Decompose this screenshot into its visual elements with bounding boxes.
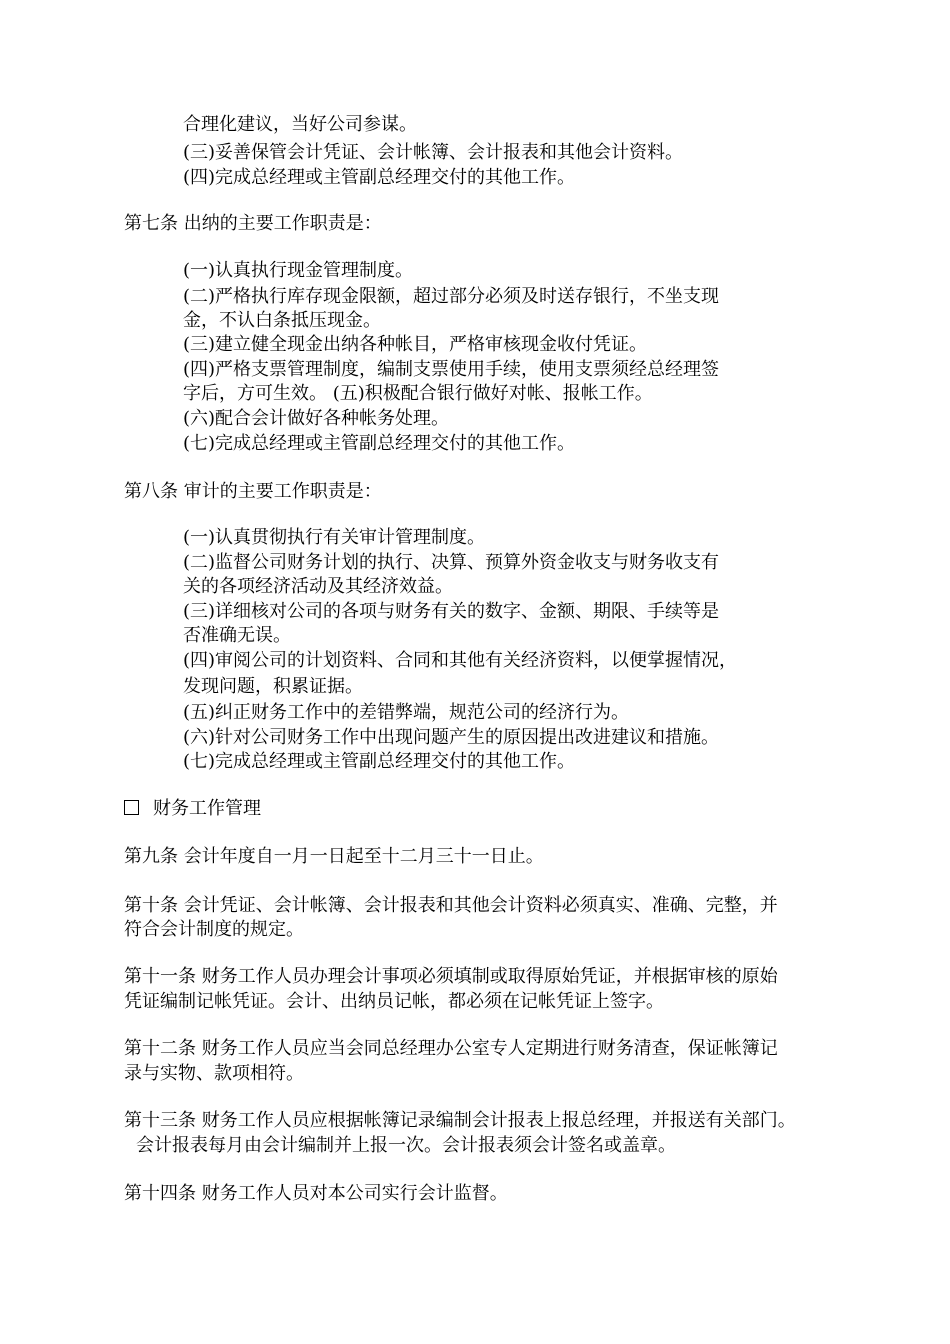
text-line: (一)认真执行现金管理制度。 bbox=[183, 260, 414, 281]
article-paragraph: 第十二条 财务工作人员应当会同总经理办公室专人定期进行财务清查，保证帐簿记 bbox=[124, 1038, 778, 1059]
article-paragraph: 第十三条 财务工作人员应根据帐簿记录编制会计报表上报总经理，并报送有关部门。 bbox=[124, 1110, 796, 1131]
text-line: 关的各项经济活动及其经济效益。 bbox=[183, 576, 453, 597]
text-line: 凭证编制记帐凭证。会计、出纳员记帐，都必须在记帐凭证上签字。 bbox=[124, 991, 664, 1012]
text-line: 字后，方可生效。 (五)积极配合银行做好对帐、报帐工作。 bbox=[183, 383, 653, 404]
text-line: 录与实物、款项相符。 bbox=[124, 1063, 304, 1084]
article-heading: 第八条 审计的主要工作职责是： bbox=[124, 481, 382, 502]
text-line: 合理化建议，当好公司参谋。 bbox=[183, 114, 417, 135]
text-line: (二)严格执行库存现金限额，超过部分必须及时送存银行，不坐支现 bbox=[183, 286, 720, 307]
text-line: (六)配合会计做好各种帐务处理。 bbox=[183, 408, 450, 429]
text-line: 金，不认白条抵压现金。 bbox=[183, 310, 381, 331]
text-line: 符合会计制度的规定。 bbox=[124, 919, 304, 940]
text-line: (二)监督公司财务计划的执行、决算、预算外资金收支与财务收支有 bbox=[183, 552, 720, 573]
article-paragraph: 第十四条 财务工作人员对本公司实行会计监督。 bbox=[124, 1183, 508, 1204]
text-line: (四)严格支票管理制度，编制支票使用手续，使用支票须经总经理签 bbox=[183, 359, 720, 380]
article-paragraph: 第九条 会计年度自一月一日起至十二月三十一日止。 bbox=[124, 846, 544, 867]
text-line: 否准确无误。 bbox=[183, 625, 291, 646]
article-paragraph: 第十条 会计凭证、会计帐簿、会计报表和其他会计资料必须真实、准确、完整，并 bbox=[124, 895, 778, 916]
article-paragraph: 第十一条 财务工作人员办理会计事项必须填制或取得原始凭证，并根据审核的原始 bbox=[124, 966, 778, 987]
text-line: (七)完成总经理或主管副总经理交付的其他工作。 bbox=[183, 751, 576, 772]
section-heading bbox=[124, 797, 261, 821]
text-line: (五)纠正财务工作中的差错弊端，规范公司的经济行为。 bbox=[183, 702, 630, 723]
text-line: (三)详细核对公司的各项与财务有关的数字、金额、期限、手续等是 bbox=[183, 601, 720, 622]
text-line: 会计报表每月由会计编制并上报一次。会计报表须会计签名或盖章。 bbox=[136, 1135, 676, 1156]
checkbox-square-icon bbox=[124, 800, 139, 815]
article-heading: 第七条 出纳的主要工作职责是： bbox=[124, 213, 382, 234]
text-line: (四)审阅公司的计划资料、合同和其他有关经济资料，以便掌握情况， bbox=[183, 650, 738, 671]
text-line: (六)针对公司财务工作中出现问题产生的原因提出改进建议和措施。 bbox=[183, 727, 720, 748]
text-line: (三)妥善保管会计凭证、会计帐簿、会计报表和其他会计资料。 bbox=[183, 142, 684, 163]
text-line: (四)完成总经理或主管副总经理交付的其他工作。 bbox=[183, 167, 576, 188]
text-line: (三)建立健全现金出纳各种帐目，严格审核现金收付凭证。 bbox=[183, 334, 648, 355]
section-heading-label: 财务工作管理 bbox=[153, 798, 261, 819]
text-line: (一)认真贯彻执行有关审计管理制度。 bbox=[183, 527, 486, 548]
text-line: 发现问题，积累证据。 bbox=[183, 676, 363, 697]
text-line: (七)完成总经理或主管副总经理交付的其他工作。 bbox=[183, 433, 576, 454]
